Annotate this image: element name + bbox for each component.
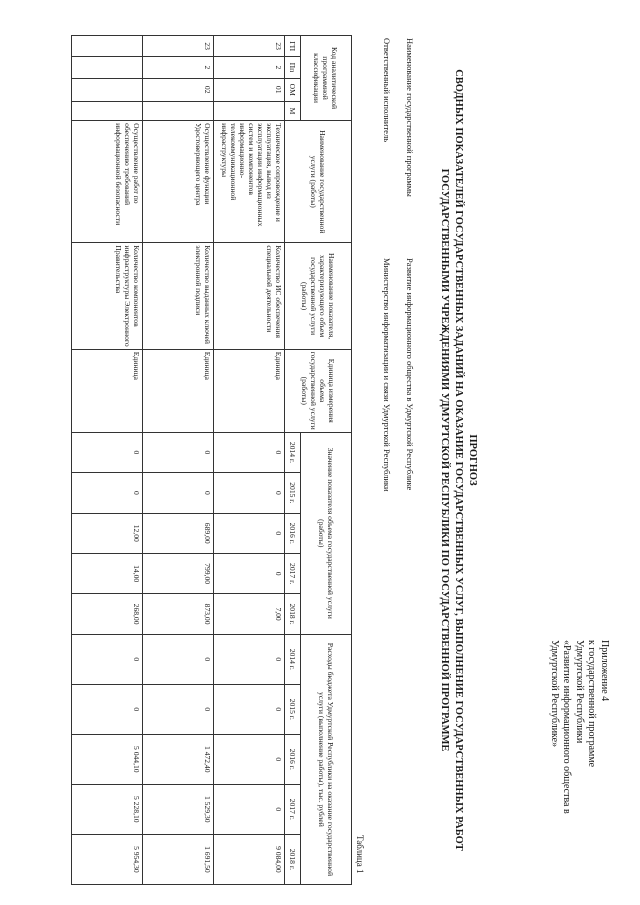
cell-unit: Единица [72, 349, 143, 432]
cell-expense: 0 [214, 784, 285, 834]
cell-volume: 0 [72, 473, 143, 513]
cell-expense: 0 [72, 684, 143, 734]
table-row [214, 36, 285, 885]
cell-volume: 0 [143, 473, 214, 513]
header-gp: ГП [285, 36, 301, 57]
header-pp: Пп [285, 57, 301, 78]
header-unit: Единица измерения объема государственной услуги (работы) [285, 349, 352, 432]
header-year: 2015 г. [285, 473, 301, 513]
header-expenses: Расходы бюджета Удмуртской Республики на оказание государственной услуги (выполнение работы), тыс. рублей [301, 634, 352, 884]
cell-volume: 799,00 [143, 553, 214, 593]
cell-volume: 0 [214, 513, 285, 553]
header-year: 2015 г. [285, 684, 301, 734]
cell-volume: 689,00 [143, 513, 214, 553]
cell-expense: 1 529,30 [143, 784, 214, 834]
header-om: ОМ [285, 78, 301, 101]
cell-om [72, 78, 143, 101]
cell-volume: 0 [143, 432, 214, 472]
cell-expense: 0 [214, 734, 285, 784]
cell-pp: 2 [214, 57, 285, 78]
cell-unit: Единица [143, 349, 214, 432]
cell-service: Осуществление работ по обеспечению требований информационной безопасности [72, 121, 143, 243]
cell-expense: 0 [214, 684, 285, 734]
program-label: Наименование государственной программы [405, 38, 415, 197]
executor-label: Ответственный исполнитель [382, 38, 392, 143]
cell-volume: 7,00 [214, 594, 285, 634]
title-forecast: ПРОГНОЗ [467, 434, 478, 486]
cell-volume: 873,00 [143, 594, 214, 634]
cell-expense: 5 044,10 [72, 734, 143, 784]
cell-unit: Единица [214, 349, 285, 432]
cell-gp: 23 [214, 36, 285, 57]
table-row [143, 36, 214, 885]
forecast-table [71, 35, 352, 885]
header-year: 2014 г. [285, 432, 301, 472]
cell-expense: 5 954,30 [72, 834, 143, 884]
header-year: 2018 г. [285, 834, 301, 884]
executor-value: Министерство информатизации и связи Удмуртской Республики [382, 258, 392, 492]
cell-gp: 23 [143, 36, 214, 57]
header-volume: Значение показателя объема государственной услуги (работы) [301, 432, 352, 634]
cell-indicator: Количество выданных ключей электронной подписи [143, 243, 214, 349]
header-year: 2016 г. [285, 734, 301, 784]
cell-expense: 0 [72, 634, 143, 684]
appendix-note: Приложение 4 к государственной программе Удмуртской Республики «Развитие информационного общества в Удмуртской Республике» [549, 640, 610, 814]
cell-volume: 0 [214, 473, 285, 513]
cell-om: 01 [214, 78, 285, 101]
cell-m [72, 101, 143, 120]
cell-volume: 0 [214, 432, 285, 472]
cell-expense: 5 228,10 [72, 784, 143, 834]
header-service-name: Наименование государственной услуги (работы) [285, 121, 352, 243]
cell-volume: 0 [72, 432, 143, 472]
header-year: 2014 г. [285, 634, 301, 684]
cell-pp: 2 [143, 57, 214, 78]
cell-om: 02 [143, 78, 214, 101]
program-value: Развитие информационного общества в Удмуртской Республике [405, 258, 415, 491]
cell-m [214, 101, 285, 120]
title-sub: ГОСУДАРСТВЕННЫМИ УЧРЕЖДЕНИЯМИ УДМУРТСКОЙ РЕСПУБЛИКИ ПО ГОСУДАРСТВЕННОЙ ПРОГРАММЕ [439, 168, 450, 752]
cell-volume: 12,00 [72, 513, 143, 553]
header-year: 2017 г. [285, 553, 301, 593]
cell-expense: 1 691,50 [143, 834, 214, 884]
cell-volume: 0 [214, 553, 285, 593]
cell-pp [72, 57, 143, 78]
cell-volume: 268,00 [72, 594, 143, 634]
header-year: 2018 г. [285, 594, 301, 634]
header-indicator-name: Наименование показателя, характеризующего объем государственной услуги (работы) [285, 243, 352, 349]
header-year: 2017 г. [285, 784, 301, 834]
cell-expense: 0 [214, 634, 285, 684]
header-code: Код аналитической программной классификации [301, 36, 352, 121]
title-main: СВОДНЫХ ПОКАЗАТЕЛЕЙ ГОСУДАРСТВЕННЫХ ЗАДАНИЙ НА ОКАЗАНИЕ ГОСУДАРСТВЕННЫХ УСЛУГ, ВЫПОЛНЕНИЕ ГОСУДАРСТВЕННЫХ РАБОТ [453, 69, 464, 851]
cell-service: Техническое сопровождение и эксплуатация, вывод из эксплуатации информационных систем и компонентов информационно-телекоммуникационной инфраструктуры [214, 121, 285, 243]
header-year: 2016 г. [285, 513, 301, 553]
cell-indicator: Количество компонентов инфраструктуры Электронного Правительства [72, 243, 143, 349]
cell-volume: 14,00 [72, 553, 143, 593]
table-row [72, 36, 143, 885]
table-label: Таблица 1 [355, 835, 365, 874]
cell-gp [72, 36, 143, 57]
cell-expense: 9 084,00 [214, 834, 285, 884]
cell-expense: 0 [143, 634, 214, 684]
cell-expense: 0 [143, 684, 214, 734]
cell-m [143, 101, 214, 120]
header-row-1 [301, 36, 352, 885]
cell-indicator: Количество ИС обеспечения специальной деятельности [214, 243, 285, 349]
cell-expense: 1 472,40 [143, 734, 214, 784]
header-m: М [285, 101, 301, 120]
cell-service: Осуществление функции Удостоверяющего центра [143, 121, 214, 243]
